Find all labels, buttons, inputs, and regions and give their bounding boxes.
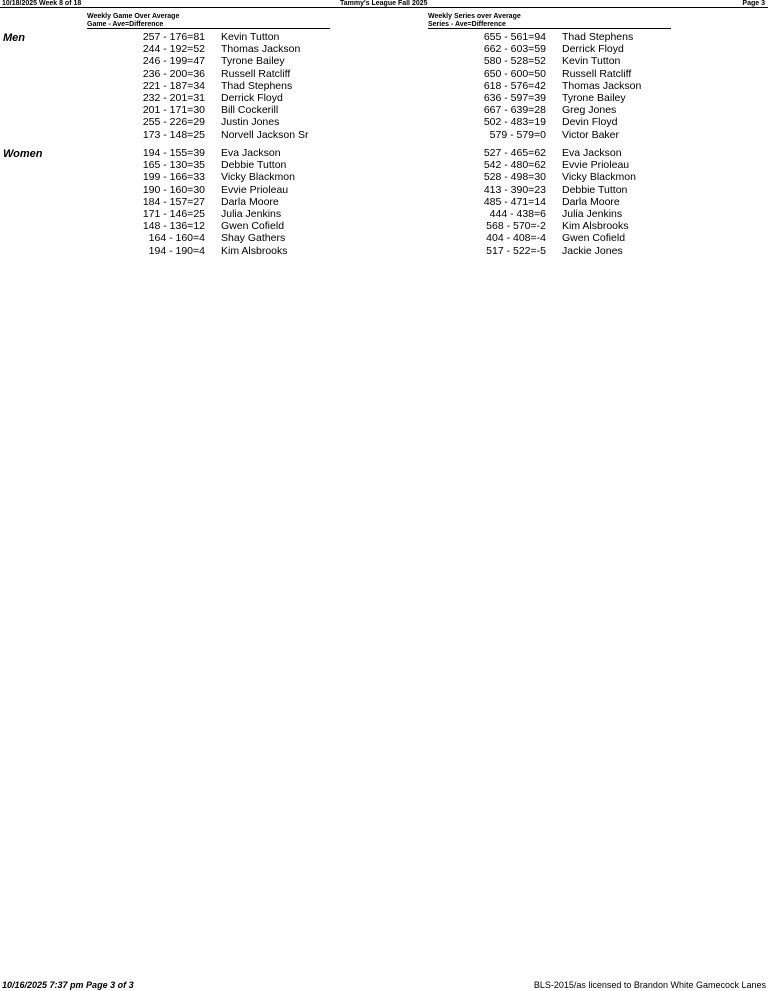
bowler-name: Vicky Blackmon <box>562 171 636 184</box>
footer-license: BLS-2015/as licensed to Brandon White Gamecock Lanes <box>533 980 766 990</box>
report-date-week: 10/18/2025 Week 8 of 18 <box>2 0 82 7</box>
game-section-title: Weekly Game Over Average <box>87 13 180 20</box>
group-label-men: Men <box>3 32 25 44</box>
bowler-name: Russell Ratcliff <box>562 67 632 80</box>
page-number: Page 3 <box>742 0 765 7</box>
bowler-name: Debbie Tutton <box>562 183 628 196</box>
table-row <box>87 220 351 232</box>
table-row <box>428 147 692 159</box>
score-difference: 502 - 483=19 <box>483 116 546 129</box>
bowler-name: Evvie Prioleau <box>562 159 630 172</box>
table-row <box>428 43 692 55</box>
score-difference: 221 - 187=34 <box>142 79 205 92</box>
bowler-name: Jackie Jones <box>562 244 623 257</box>
footer-print-info: 10/16/2025 7:37 pm Page 3 of 3 <box>2 980 134 990</box>
score-difference: 568 - 570=-2 <box>486 220 546 233</box>
score-difference: 485 - 471=14 <box>483 195 546 208</box>
score-difference: 255 - 226=29 <box>142 116 205 129</box>
series-section-title: Weekly Series over Average <box>428 13 521 20</box>
table-row <box>428 208 692 220</box>
table-row <box>87 68 351 80</box>
bowler-name: Tyrone Bailey <box>562 92 626 104</box>
score-difference: 542 - 480=62 <box>483 159 546 172</box>
score-difference: 194 - 155=39 <box>142 147 205 159</box>
table-row <box>87 104 351 116</box>
table-row <box>87 184 351 196</box>
bowler-name: Greg Jones <box>562 104 617 117</box>
table-row <box>428 80 692 92</box>
table-row <box>87 196 351 208</box>
table-row <box>87 116 351 128</box>
table-row <box>428 220 692 232</box>
score-difference: 244 - 192=52 <box>142 43 205 56</box>
bowler-name: Tyrone Bailey <box>221 55 285 68</box>
bowler-name: Thomas Jackson <box>221 43 301 56</box>
score-difference: 148 - 136=12 <box>142 220 205 233</box>
bowler-name: Gwen Cofield <box>221 220 285 233</box>
table-row <box>428 232 692 244</box>
bowler-name: Thad Stephens <box>221 79 293 92</box>
bowler-name: Kevin Tutton <box>221 31 280 43</box>
score-difference: 257 - 176=81 <box>142 31 205 43</box>
score-difference: 246 - 199=47 <box>142 55 205 68</box>
score-difference: 618 - 576=42 <box>483 79 546 92</box>
table-row <box>87 55 351 67</box>
score-difference: 444 - 438=6 <box>489 208 546 220</box>
score-difference: 171 - 146=25 <box>142 208 205 220</box>
game-section-subtitle: Game - Ave=Difference <box>87 21 164 28</box>
table-row <box>87 147 351 159</box>
score-difference: 579 - 579=0 <box>489 128 546 141</box>
score-difference: 232 - 201=31 <box>142 92 205 104</box>
table-row <box>87 208 351 220</box>
score-difference: 650 - 600=50 <box>483 67 546 80</box>
table-row <box>428 184 692 196</box>
bowler-name: Darla Moore <box>562 195 620 208</box>
table-row <box>428 92 692 104</box>
score-difference: 655 - 561=94 <box>483 31 546 43</box>
bowler-name: Shay Gathers <box>221 232 286 245</box>
bowler-name: Derrick Floyd <box>562 43 624 56</box>
table-row <box>87 232 351 244</box>
table-row <box>428 116 692 128</box>
table-row <box>428 171 692 183</box>
score-difference: 165 - 130=35 <box>142 159 205 172</box>
bowler-name: Darla Moore <box>221 195 279 208</box>
bowler-name: Kim Alsbrooks <box>562 220 629 233</box>
score-difference: 667 - 639=28 <box>483 104 546 117</box>
bowler-name: Devin Floyd <box>562 116 618 129</box>
table-row <box>428 104 692 116</box>
score-difference: 404 - 408=-4 <box>486 232 546 245</box>
bowler-name: Gwen Cofield <box>562 232 626 245</box>
table-row <box>428 55 692 67</box>
bowler-name: Kim Alsbrooks <box>221 244 288 257</box>
bowler-name: Norvell Jackson Sr <box>221 128 309 141</box>
group-label-women: Women <box>3 148 43 160</box>
bowler-name: Julia Jenkins <box>221 208 282 220</box>
table-row <box>87 245 351 257</box>
score-difference: 164 - 160=4 <box>148 232 205 245</box>
score-difference: 201 - 171=30 <box>142 104 205 117</box>
table-row <box>87 80 351 92</box>
bowler-name: Russell Ratcliff <box>221 67 291 80</box>
score-difference: 190 - 160=30 <box>142 183 205 196</box>
bowler-name: Derrick Floyd <box>221 92 283 104</box>
bowler-name: Victor Baker <box>562 128 619 141</box>
table-row <box>87 31 351 43</box>
table-row <box>87 171 351 183</box>
bowler-name: Thomas Jackson <box>562 79 642 92</box>
league-name: Tammy's League Fall 2025 <box>340 0 428 7</box>
table-row <box>428 159 692 171</box>
series-section-subtitle: Series - Ave=Difference <box>428 21 506 28</box>
table-row <box>428 245 692 257</box>
score-difference: 184 - 157=27 <box>142 195 205 208</box>
series-section-rule <box>428 28 671 29</box>
table-row <box>87 43 351 55</box>
score-difference: 580 - 528=52 <box>483 55 546 68</box>
table-row <box>428 31 692 43</box>
score-difference: 527 - 465=62 <box>483 147 546 159</box>
table-row <box>428 129 692 141</box>
score-difference: 173 - 148=25 <box>142 128 205 141</box>
table-row <box>428 68 692 80</box>
score-difference: 528 - 498=30 <box>483 171 546 184</box>
game-section-rule <box>87 28 330 29</box>
score-difference: 413 - 390=23 <box>483 183 546 196</box>
bowler-name: Julia Jenkins <box>562 208 623 220</box>
bowler-name: Kevin Tutton <box>562 55 621 68</box>
table-row <box>87 159 351 171</box>
score-difference: 517 - 522=-5 <box>486 244 546 257</box>
table-row <box>428 196 692 208</box>
score-difference: 199 - 166=33 <box>142 171 205 184</box>
bowler-name: Justin Jones <box>221 116 280 129</box>
bowler-name: Eva Jackson <box>562 147 622 159</box>
bowler-name: Vicky Blackmon <box>221 171 295 184</box>
score-difference: 662 - 603=59 <box>483 43 546 56</box>
table-row <box>87 129 351 141</box>
score-difference: 636 - 597=39 <box>483 92 546 104</box>
bowler-name: Thad Stephens <box>562 31 634 43</box>
bowler-name: Eva Jackson <box>221 147 281 159</box>
bowler-name: Bill Cockerill <box>221 104 279 117</box>
table-row <box>87 92 351 104</box>
bowler-name: Debbie Tutton <box>221 159 287 172</box>
bowler-name: Evvie Prioleau <box>221 183 289 196</box>
score-difference: 194 - 190=4 <box>148 244 205 257</box>
score-difference: 236 - 200=36 <box>142 67 205 80</box>
header-divider <box>0 7 768 8</box>
